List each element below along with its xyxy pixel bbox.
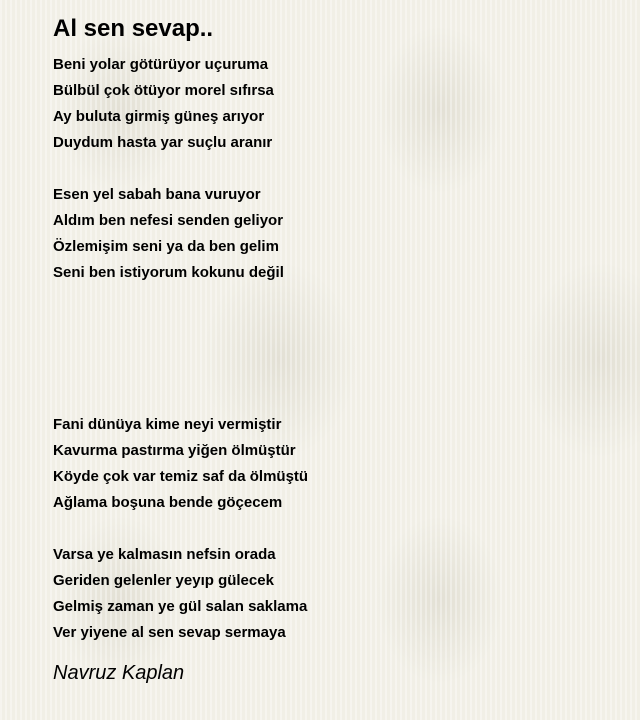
poem-line: Ver yiyene al sen sevap sermaya xyxy=(53,624,286,641)
poem-line: Geriden gelenler yeyıp gülecek xyxy=(53,572,274,589)
poem-line: Varsa ye kalmasın nefsin orada xyxy=(53,546,276,563)
poem-line: Fani dünüya kime neyi vermiştir xyxy=(53,416,282,433)
poem-author: Navruz Kaplan xyxy=(53,662,185,684)
poem-line: Seni ben istiyorum kokunu değil xyxy=(53,264,284,281)
stanza-3 xyxy=(53,412,308,516)
stanza-1 xyxy=(53,52,274,156)
poem-line: Köyde çok var temiz saf da ölmüştü xyxy=(53,468,309,485)
poem-line: Ağlama boşuna bende göçecem xyxy=(53,494,283,511)
poem-line: Aldım ben nefesi senden geliyor xyxy=(53,212,284,229)
poem-line: Duydum hasta yar suçlu aranır xyxy=(53,134,273,151)
poem-line: Özlemişim seni ya da ben gelim xyxy=(53,238,279,255)
stanza-4 xyxy=(53,542,307,646)
poem-line: Gelmiş zaman ye gül salan saklama xyxy=(53,598,308,615)
poem-line: Bülbül çok ötüyor morel sıfırsa xyxy=(53,82,274,99)
poem-line: Esen yel sabah bana vuruyor xyxy=(53,186,261,203)
poem-line: Kavurma pastırma yiğen ölmüştür xyxy=(53,442,296,459)
stanza-2 xyxy=(53,182,284,286)
poem-line: Ay buluta girmiş güneş arıyor xyxy=(53,108,265,125)
poem-line: Beni yolar götürüyor uçuruma xyxy=(53,56,269,73)
poem-title: Al sen sevap.. xyxy=(53,15,214,42)
